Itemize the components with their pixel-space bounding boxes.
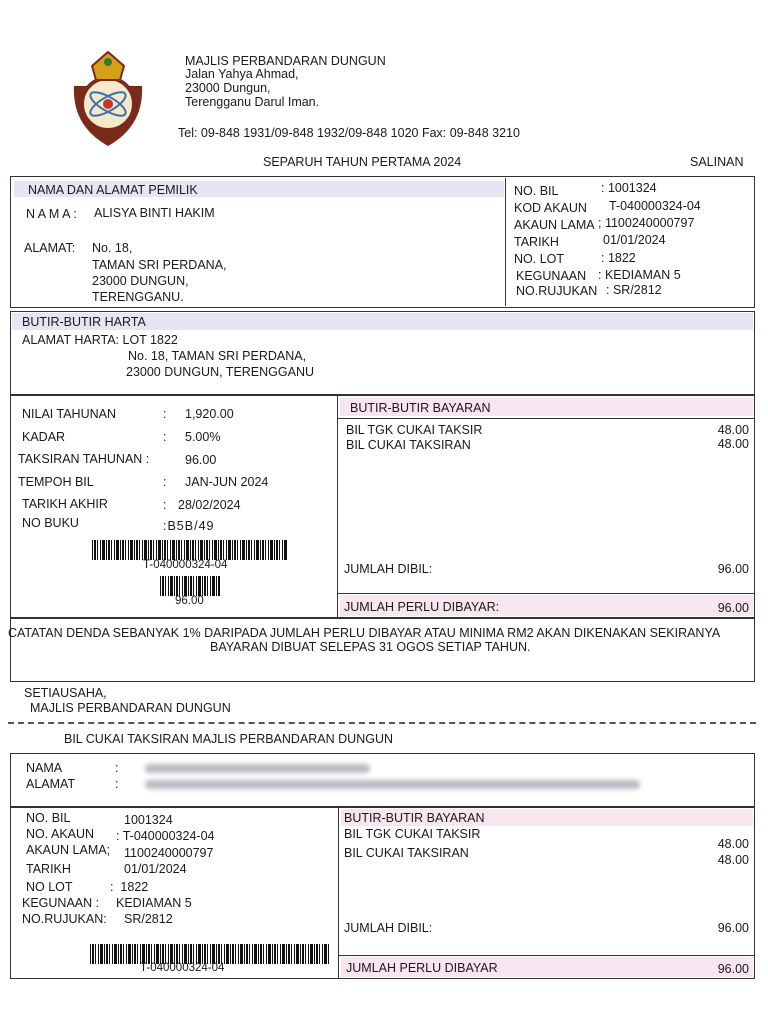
billed-total: 96.00 [717, 562, 749, 576]
reference-value: : SR/2812 [606, 283, 662, 297]
slip-account-value: : T-040000324-04 [116, 829, 215, 843]
council-address-line-2: 23000 Dungun, [185, 81, 271, 95]
slip-amount-due: 96.00 [717, 962, 749, 976]
slip-barcode-text: T-040000324-04 [140, 962, 225, 974]
bill-period: SEPARUH TAHUN PERTAMA 2024 [263, 155, 462, 169]
due-date-colon: : [163, 498, 167, 512]
lot-label: NO. LOT [514, 252, 565, 266]
owner-name-label: N A M A : [26, 207, 77, 221]
owner-section-title: NAMA DAN ALAMAT PEMILIK [28, 183, 198, 197]
council-phone-fax: Tel: 09-848 1931/09-848 1932/09-848 1020 Fax: 09-848 3210 [178, 126, 520, 140]
property-section-title: BUTIR-BUTIR HARTA [22, 315, 146, 329]
slip-name-label: NAMA [26, 761, 63, 775]
reference-label: NO.RUJUKAN [516, 284, 598, 298]
rate: 5.00% [185, 430, 221, 444]
payment-header-rule [338, 418, 754, 419]
slip-billed-total-label: JUMLAH DIBIL: [344, 921, 433, 935]
due-date: 28/02/2024 [178, 498, 241, 512]
slip-account: T-040000324-04 [122, 829, 215, 843]
billed-total-rule [338, 593, 754, 594]
owner-divider [505, 178, 506, 306]
slip-barcode [90, 944, 330, 964]
slip-name-colon: : [115, 761, 119, 775]
payment-item-2-amount: 48.00 [717, 437, 749, 451]
owner-address-line-2: TAMAN SRI PERDANA, [92, 258, 227, 272]
usage-label: KEGUNAAN [516, 269, 587, 283]
annual-value: 1,920.00 [185, 407, 234, 421]
amount-barcode-text: 96.00 [175, 595, 204, 607]
slip-old-account-label: AKAUN LAMA; [26, 843, 111, 857]
old-account: 1100240000797 [604, 216, 695, 230]
bill-period-value: JAN-JUN 2024 [185, 475, 269, 489]
payment-item-1-label: BIL TGK CUKAI TAKSIR [346, 423, 483, 437]
rate-label: KADAR [22, 430, 66, 444]
penalty-note-line-1: CATATAN DENDA SEBANYAK 1% DARIPADA JUMLAH PERLU DIBAYAR ATAU MINIMA RM2 AKAN DIKENAKAN SEKIRANYA [8, 626, 721, 640]
bill-no-label: NO. BIL [514, 184, 559, 198]
bill-period-label: TEMPOH BIL [18, 475, 94, 489]
tear-off-line [8, 722, 756, 724]
bill-no: 1001324 [607, 181, 657, 195]
slip-divider [338, 808, 339, 978]
slip-address-redacted [145, 780, 640, 789]
date-label: TARIKH [514, 235, 559, 249]
account-code-label: KOD AKAUN [514, 201, 587, 215]
slip-payment-title: BUTIR-BUTIR BAYARAN [344, 811, 485, 825]
slip-item-2-amount: 48.00 [717, 853, 749, 867]
book-no-label: NO BUKU [22, 516, 79, 530]
due-date-label: TARIKH AKHIR [22, 497, 108, 511]
rate-colon: : [163, 430, 167, 444]
slip-date-label: TARIKH [26, 862, 71, 876]
owner-name: ALISYA BINTI HAKIM [94, 206, 215, 220]
amount-due-label: JUMLAH PERLU DIBAYAR: [344, 600, 500, 614]
slip-amount-due-label: JUMLAH PERLU DIBAYAR [346, 961, 498, 975]
usage-value: : KEDIAMAN 5 [598, 268, 681, 282]
account-barcode [92, 540, 288, 560]
payment-item-2-label: BIL CUKAI TAKSIRAN [346, 438, 471, 452]
owner-address-line-3: 23000 DUNGUN, [92, 274, 189, 288]
old-account-label: AKAUN LAMA [514, 218, 595, 232]
property-address-line-2: No. 18, TAMAN SRI PERDANA, [128, 349, 307, 363]
amount-barcode [160, 576, 220, 596]
annual-value-colon: : [163, 407, 167, 421]
slip-lot-value: : 1822 [110, 880, 149, 894]
valuation-divider [337, 396, 338, 617]
council-address-line-3: Terengganu Darul Iman. [185, 95, 320, 109]
account-barcode-text: T-040000324-04 [143, 559, 228, 571]
council-address-line-1: Jalan Yahya Ahmad, [185, 67, 299, 81]
council-name: MAJLIS PERBANDARAN DUNGUN [185, 54, 386, 68]
owner-address-label: ALAMAT: [24, 241, 76, 255]
billed-total-label: JUMLAH DIBIL: [344, 562, 433, 576]
slip-lot: 1822 [120, 880, 149, 894]
slip-account-label: NO. AKAUN [26, 827, 95, 841]
book-no: :B5B/49 [163, 519, 215, 533]
council-logo [66, 46, 150, 150]
copy-label: SALINAN [690, 155, 744, 169]
property-address-line-3: 23000 DUNGUN, TERENGGANU [126, 365, 315, 379]
slip-old-account: 1100240000797 [124, 846, 214, 860]
secretary-title: SETIAUSAHA, [24, 686, 107, 700]
slip-billed-total: 96.00 [717, 921, 749, 935]
account-code: T-040000324-04 [609, 199, 701, 213]
slip-address-colon: : [115, 777, 119, 791]
slip-item-1-amount: 48.00 [717, 837, 749, 851]
slip-reference-label: NO.RUJUKAN: [22, 912, 107, 926]
annual-assessment: 96.00 [185, 453, 217, 467]
property-address-line-1: ALAMAT HARTA: LOT 1822 [22, 333, 178, 347]
slip-bill: 1001324 [124, 813, 173, 827]
usage: KEDIAMAN 5 [604, 268, 681, 282]
bill-no-value: : 1001324 [601, 181, 657, 195]
slip-name-redacted [145, 764, 370, 773]
secretary-council: MAJLIS PERBANDARAN DUNGUN [30, 701, 231, 715]
old-account-value: ; 1100240000797 [598, 216, 695, 230]
slip-usage-label: KEGUNAAN : [22, 896, 100, 910]
slip-bill-label: NO. BIL [26, 811, 71, 825]
slip-billed-rule [339, 955, 754, 956]
penalty-note-line-2: BAYARAN DIBUAT SELEPAS 31 OGOS SETIAP TAHUN. [210, 640, 531, 654]
owner-address-line-1: No. 18, [92, 241, 133, 255]
slip-item-2-label: BIL CUKAI TAKSIRAN [344, 846, 469, 860]
reference: SR/2812 [612, 283, 662, 297]
owner-address-line-4: TERENGGANU. [92, 290, 184, 304]
lot-value: : 1822 [601, 251, 636, 265]
annual-value-label: NILAI TAHUNAN [22, 407, 117, 421]
slip-lot-label: NO LOT [26, 880, 73, 894]
slip-reference: SR/2812 [124, 912, 173, 926]
payment-item-1-amount: 48.00 [717, 423, 749, 437]
payment-section-title: BUTIR-BUTIR BAYARAN [350, 401, 491, 415]
slip-title: BIL CUKAI TAKSIRAN MAJLIS PERBANDARAN DUNGUN [64, 732, 394, 746]
lot: 1822 [607, 251, 636, 265]
slip-date: 01/01/2024 [124, 862, 187, 876]
slip-item-1-label: BIL TGK CUKAI TAKSIR [344, 827, 481, 841]
slip-address-label: ALAMAT [26, 777, 76, 791]
annual-assessment-label: TAKSIRAN TAHUNAN : [18, 452, 150, 466]
date: 01/01/2024 [603, 233, 666, 247]
bill-period-colon: : [163, 475, 167, 489]
slip-usage: KEDIAMAN 5 [116, 896, 192, 910]
amount-due: 96.00 [717, 601, 749, 615]
